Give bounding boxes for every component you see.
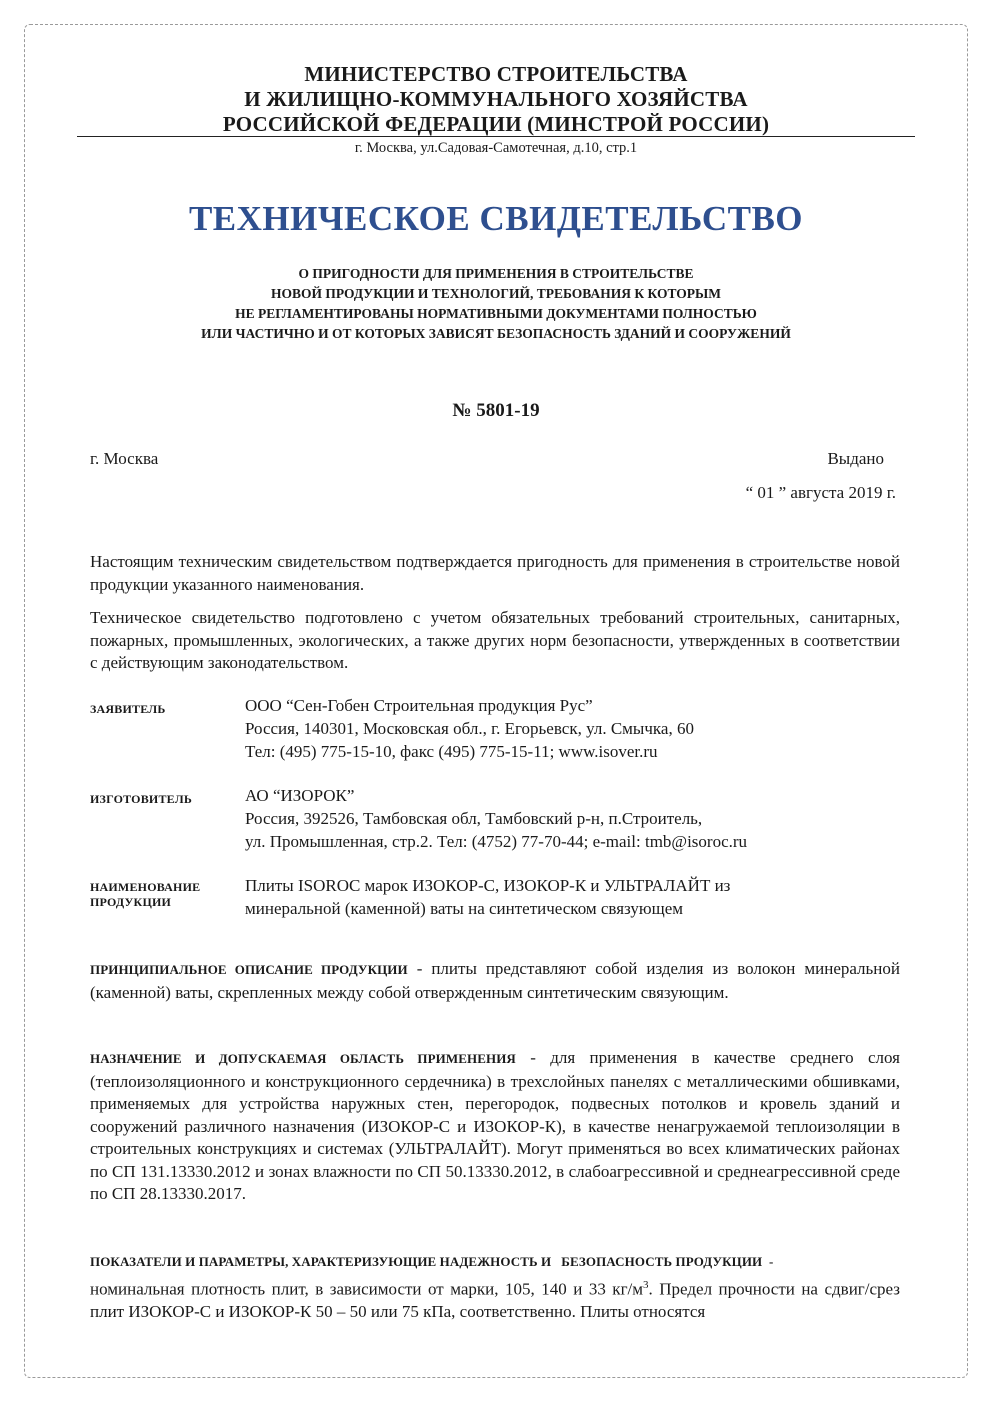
manufacturer-details xyxy=(245,784,905,853)
indicators-text-2: . Предел прочности на сдвиг/срез плит ИЗОКОР-С и ИЗОКОР-К 50 – 50 или 75 кПа, соответственно. Плиты относятся xyxy=(90,1279,901,1321)
manufacturer-name: АО “ИЗОРОК” xyxy=(245,786,355,805)
ministry-line-2: И ЖИЛИЩНО-КОММУНАЛЬНОГО ХОЗЯЙСТВА xyxy=(244,87,748,111)
applicant-contacts: Тел: (495) 775-15-10, факс (495) 775-15-11; www.isover.ru xyxy=(245,742,658,761)
manufacturer-contacts: ул. Промышленная, стр.2. Тел: (4752) 77-70-44; e-mail: tmb@isoroc.ru xyxy=(245,832,748,851)
indicators-section xyxy=(90,1251,900,1323)
description-heading: ПРИНЦИПИАЛЬНОЕ ОПИСАНИЕ ПРОДУКЦИИ xyxy=(90,962,408,977)
ministry-line-1: МИНИСТЕРСТВО СТРОИТЕЛЬСТВА xyxy=(304,62,688,86)
purpose-heading: НАЗНАЧЕНИЕ И ДОПУСКАЕМАЯ ОБЛАСТЬ ПРИМЕНЕНИЯ xyxy=(90,1051,516,1066)
manufacturer-label: ИЗГОТОВИТЕЛЬ xyxy=(90,792,192,806)
subtitle-line-4: ИЛИ ЧАСТИЧНО И ОТ КОТОРЫХ ЗАВИСЯТ БЕЗОПАСНОСТЬ ЗДАНИЙ И СООРУЖЕНИЙ xyxy=(201,326,791,341)
purpose-section xyxy=(90,1047,900,1206)
certificate-number: № 5801-19 xyxy=(452,400,540,421)
indicators-heading: ПОКАЗАТЕЛИ И ПАРАМЕТРЫ, ХАРАКТЕРИЗУЮЩИЕ НАДЕЖНОСТЬ И БЕЗОПАСНОСТЬ ПРОДУКЦИИ - xyxy=(90,1254,774,1269)
applicant-details xyxy=(245,694,905,763)
document-title: ТЕХНИЧЕСКОЕ СВИДЕТЕЛЬСТВО xyxy=(188,199,804,238)
description-text: - плиты представляют собой изделия из волокон минеральной (каменной) ваты, скрепленных между собой отвержденным синтетическим связующим. xyxy=(90,959,900,1002)
intro-paragraph-2: Техническое свидетельство подготовлено с учетом обязательных требований строительных, санитарных, пожарных, промышленных, экологических, а также других норм безопасности, утвержденных в соответствии с действующим законодательством. xyxy=(90,608,900,672)
issued-label: Выдано xyxy=(827,449,884,468)
subtitle-line-1: О ПРИГОДНОСТИ ДЛЯ ПРИМЕНЕНИЯ В СТРОИТЕЛЬСТВЕ xyxy=(298,266,694,281)
applicant-label: ЗАЯВИТЕЛЬ xyxy=(90,702,166,716)
purpose-text: - для применения в качестве среднего слоя (теплоизоляционного и конструкционного сердечника) в трехслойных панелях с металлическими обшивками, применяемых для устройства наружных стен, перегородок, подвесных потолков и кровель зданий и сооружений различного назначения (ИЗОКОР-С и ИЗОКОР-К), в качестве ненагружаемой теплоизоляции в строительных конструкциях и системах (УЛЬТРАЛАЙТ). Могут применяться во всех климатических районах по СП 131.13330.2012 и зонах влажности по СП 50.13330.2012, в слабоагрессивной и среднеагрессивной среде по СП 28.13330.2017. xyxy=(90,1048,900,1203)
product-name-line-1: Плиты ISOROC марок ИЗОКОР-С, ИЗОКОР-К и УЛЬТРАЛАЙТ из xyxy=(245,876,731,895)
ministry-heading xyxy=(0,62,992,137)
document-subtitle xyxy=(0,264,992,344)
product-label-line-2: ПРОДУКЦИИ xyxy=(90,895,172,909)
intro-paragraph-1: Настоящим техническим свидетельством подтверждается пригодность для применения в строительстве новой продукции указанного наименования. xyxy=(90,552,900,594)
product-name xyxy=(245,874,905,920)
issued-date: “ 01 ” августа 2019 г. xyxy=(745,483,896,502)
applicant-name: ООО “Сен-Гобен Строительная продукция Рус” xyxy=(245,696,593,715)
subtitle-line-3: НЕ РЕГЛАМЕНТИРОВАНЫ НОРМАТИВНЫМИ ДОКУМЕНТАМИ ПОЛНОСТЬЮ xyxy=(235,306,757,321)
product-label xyxy=(90,880,200,910)
subtitle-line-2: НОВОЙ ПРОДУКЦИИ И ТЕХНОЛОГИЙ, ТРЕБОВАНИЯ К КОТОРЫМ xyxy=(270,286,722,301)
applicant-address: Россия, 140301, Московская обл., г. Егорьевск, ул. Смычка, 60 xyxy=(245,719,694,738)
ministry-line-3: РОССИЙСКОЙ ФЕДЕРАЦИИ (МИНСТРОЙ РОССИИ) xyxy=(222,112,770,136)
product-name-line-2: минеральной (каменной) ваты на синтетическом связующем xyxy=(245,899,683,918)
indicators-text-1: номинальная плотность плит, в зависимости от марки, 105, 140 и 33 кг/м xyxy=(90,1279,644,1299)
cubic-superscript: 3 xyxy=(643,1278,649,1291)
product-label-line-1: НАИМЕНОВАНИЕ xyxy=(90,880,201,894)
header-divider xyxy=(77,136,915,137)
manufacturer-address: Россия, 392526, Тамбовская обл, Тамбовский р-н, п.Строитель, xyxy=(245,809,703,828)
ministry-address: г. Москва, ул.Садовая-Самотечная, д.10, стр.1 xyxy=(354,140,638,156)
issue-city: г. Москва xyxy=(90,449,159,468)
product-description xyxy=(90,958,900,1004)
